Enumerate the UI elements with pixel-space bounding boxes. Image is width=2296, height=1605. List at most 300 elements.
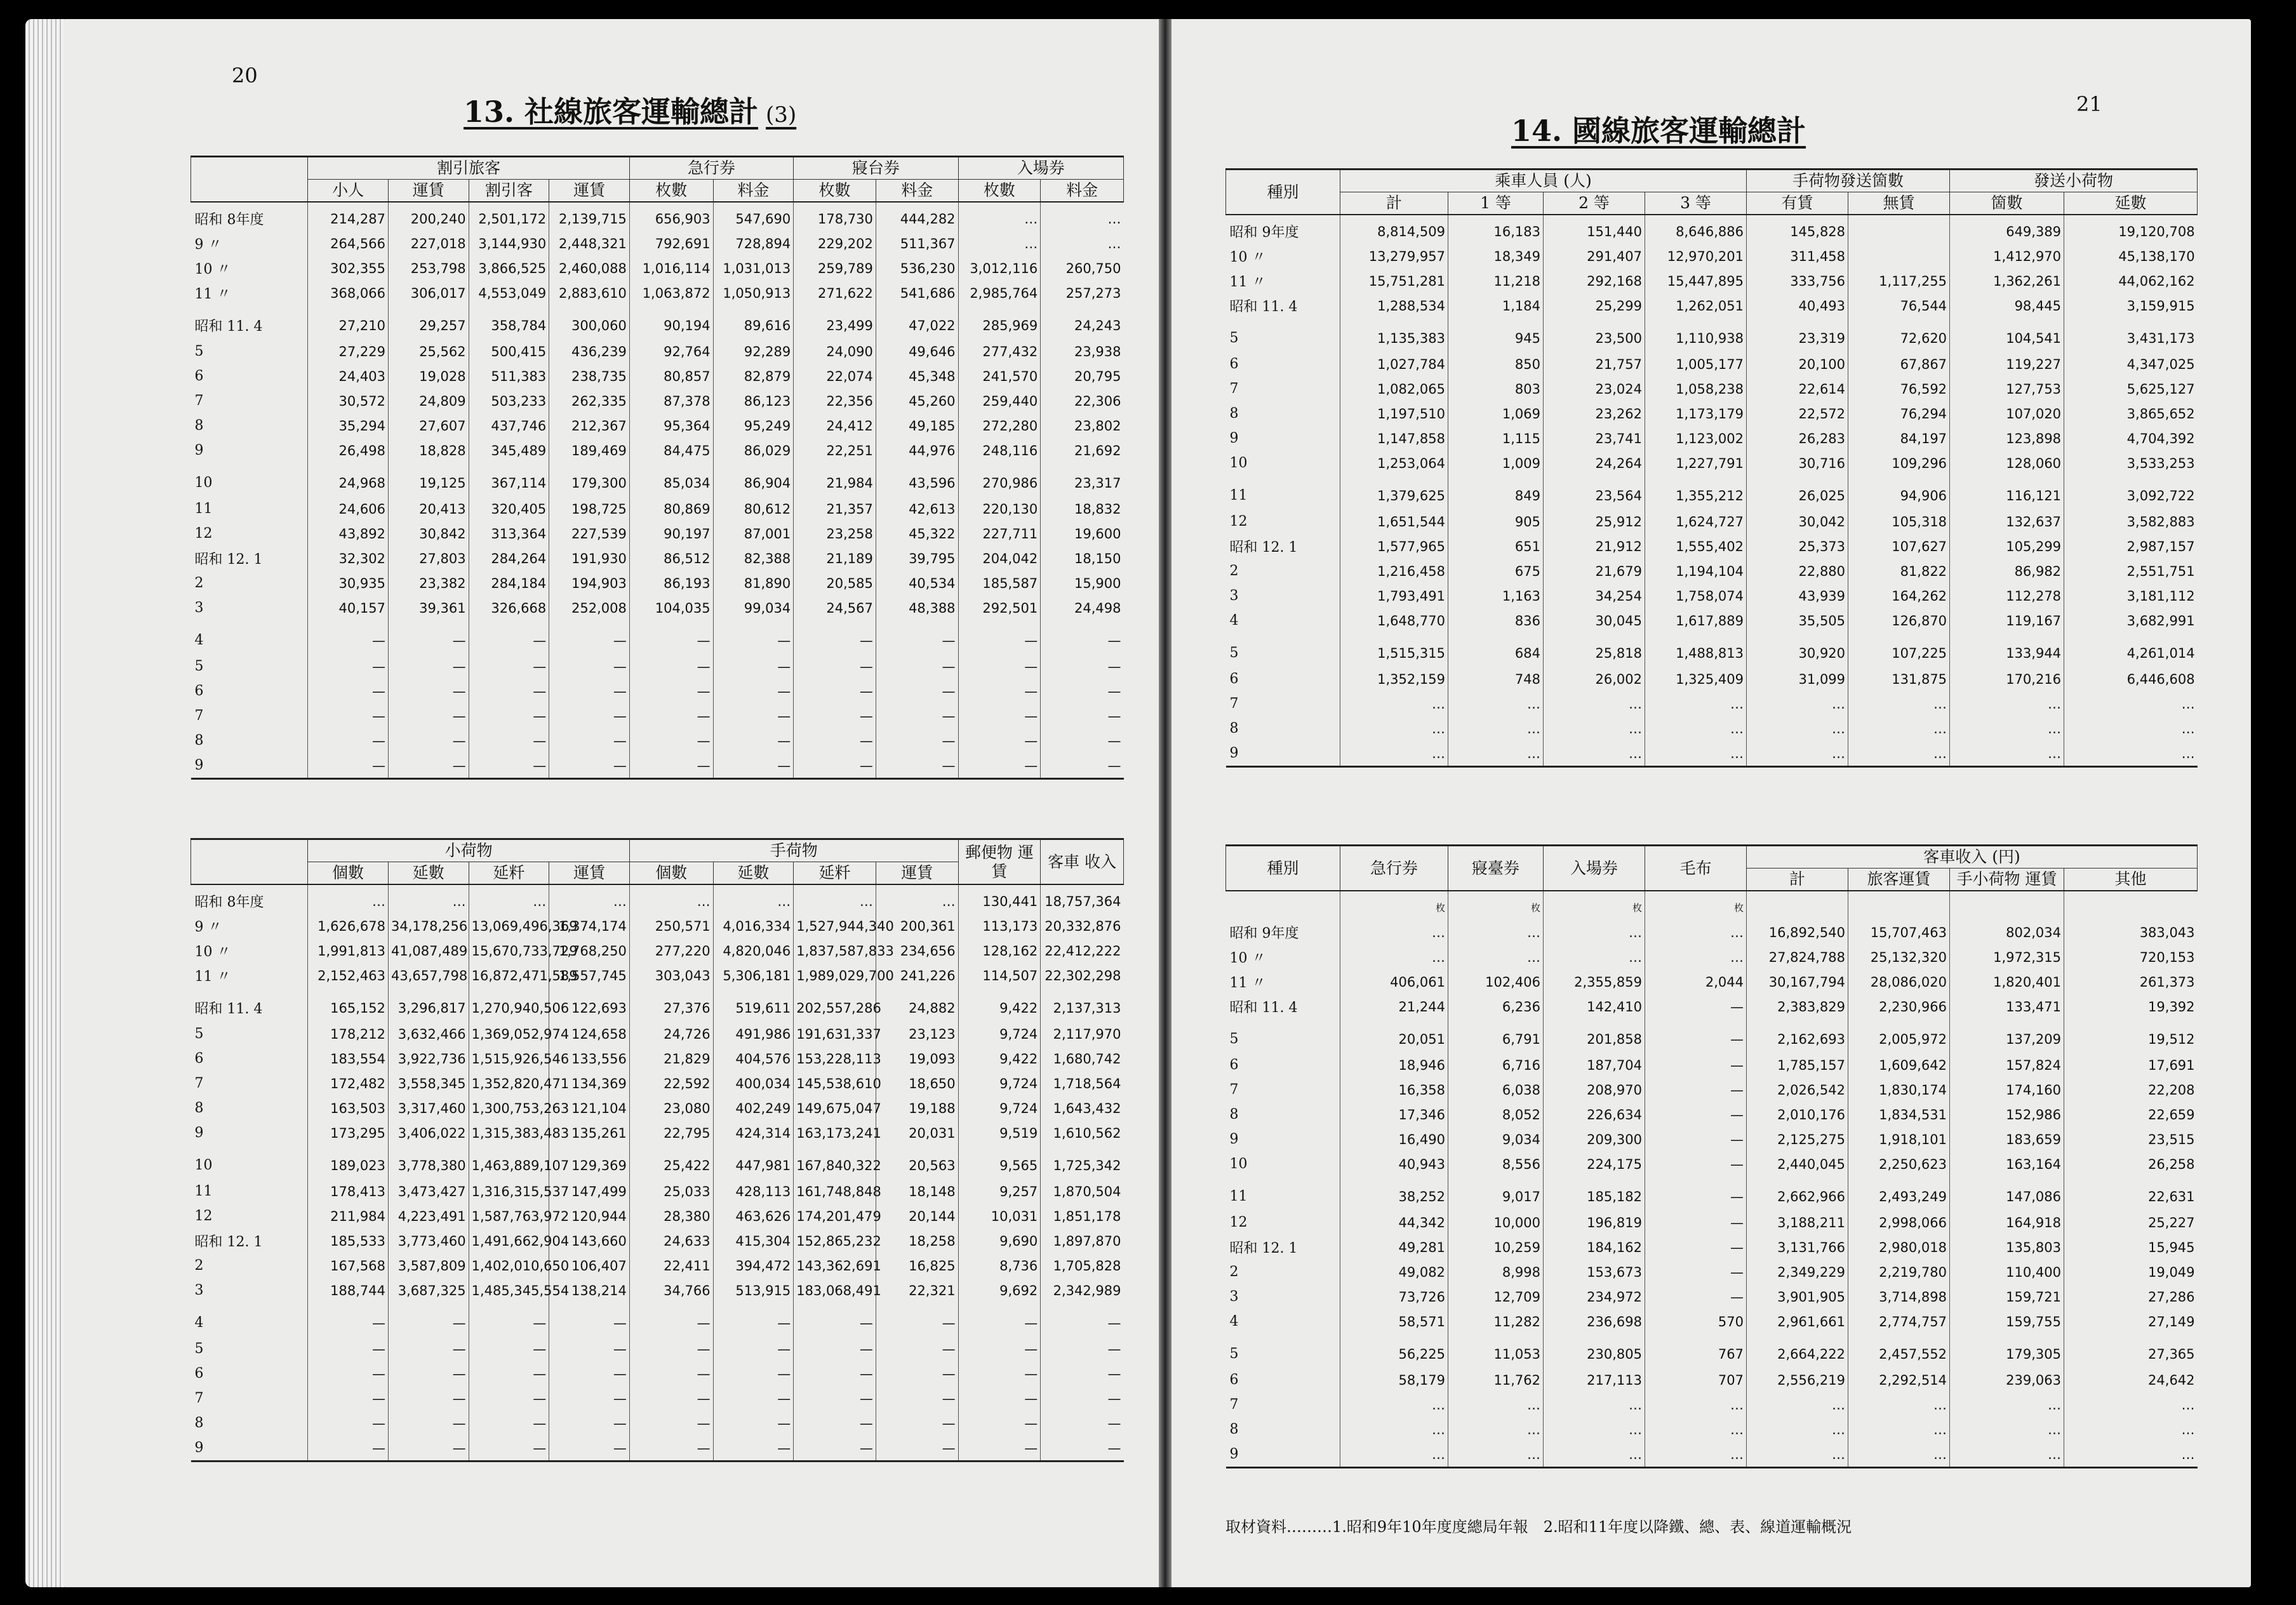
table-cell: — — [389, 703, 469, 728]
table-cell: 1,069 — [1448, 401, 1544, 426]
table-cell: 1,058,238 — [1645, 376, 1747, 401]
table-cell: 23,262 — [1544, 401, 1645, 426]
table-cell: 302,355 — [308, 256, 389, 281]
table-row — [191, 620, 1124, 654]
table-cell: 184,162 — [1544, 1235, 1645, 1260]
table-row — [191, 256, 1124, 281]
table-row — [1226, 1417, 2198, 1442]
table-cell: — — [876, 1435, 958, 1462]
table-cell: 153,228,113 — [794, 1046, 876, 1071]
table-cell: 9,690 — [958, 1229, 1041, 1253]
table-cell: — — [629, 1336, 713, 1361]
table-cell: — — [549, 728, 630, 753]
table-cell: 30,842 — [389, 521, 469, 546]
table-cell: 40,157 — [308, 596, 389, 620]
table-cell: 1,147,858 — [1340, 426, 1448, 451]
table-cell: 220,130 — [958, 496, 1041, 521]
table-cell: 23,080 — [629, 1096, 713, 1121]
table-cell: 22,356 — [794, 389, 876, 413]
table-cell: — — [389, 620, 469, 654]
table-cell: 1,626,678 — [308, 914, 389, 938]
table-cell: 728,894 — [713, 231, 794, 256]
table-cell: 164,262 — [1848, 583, 1950, 608]
table-cell: 3,587,809 — [389, 1253, 469, 1278]
table-cell: … — [1645, 920, 1747, 945]
table-cell: 272,280 — [958, 413, 1041, 438]
table-cell: 23,123 — [876, 1022, 958, 1046]
table-cell: 277,220 — [629, 938, 713, 963]
table-cell: 30,045 — [1544, 608, 1645, 633]
table-cell: 6,716 — [1448, 1053, 1544, 1077]
table-cell: 30,167,794 — [1747, 969, 1848, 994]
table-cell: 159,721 — [1950, 1284, 2064, 1309]
table-cell: 229,202 — [794, 231, 876, 256]
table-cell: 277,432 — [958, 339, 1041, 364]
table-cell: … — [1544, 1392, 1645, 1417]
table-cell: 4,223,491 — [389, 1204, 469, 1229]
table-row — [191, 1253, 1124, 1278]
table-cell: — — [1645, 1210, 1747, 1235]
table-cell: 541,686 — [876, 281, 958, 305]
table-cell: 22,306 — [1041, 389, 1124, 413]
table-cell: … — [1645, 945, 1747, 969]
table-cell: — — [549, 654, 630, 679]
table-cell: 159,755 — [1950, 1309, 2064, 1334]
table-cell: 23,802 — [1041, 413, 1124, 438]
table-cell: 27,229 — [308, 339, 389, 364]
table-cell: … — [1950, 1392, 2064, 1417]
table-cell: 174,160 — [1950, 1077, 2064, 1102]
table-cell: 5,625,127 — [2064, 376, 2198, 401]
table-cell: 234,656 — [876, 938, 958, 963]
table-cell: … — [794, 884, 876, 914]
table-cell: 17,346 — [1340, 1102, 1448, 1127]
table-cell: 226,634 — [1544, 1102, 1645, 1127]
table-cell: … — [1340, 920, 1448, 945]
table-cell: 6,446,608 — [2064, 667, 2198, 691]
table-cell: 198,725 — [549, 496, 630, 521]
table-cell: … — [1645, 716, 1747, 741]
table-cell: 26,025 — [1747, 476, 1848, 509]
table-cell: 1,115 — [1448, 426, 1544, 451]
table-cell: 43,596 — [876, 463, 958, 496]
table-cell: 109,296 — [1848, 451, 1950, 476]
table-cell: — — [549, 679, 630, 703]
table-cell: … — [2064, 1417, 2198, 1442]
table-cell: … — [2064, 741, 2198, 767]
table-row — [191, 1204, 1124, 1229]
table-cell: 151,440 — [1544, 215, 1645, 244]
table-cell: — — [876, 728, 958, 753]
table-cell: — — [469, 679, 549, 703]
table-cell: 1,989,029,700 — [794, 963, 876, 988]
table-cell: 1,325,409 — [1645, 667, 1747, 691]
table-row — [191, 938, 1124, 963]
table-cell: — — [1041, 1336, 1124, 1361]
table-cell: 19,512 — [2064, 1019, 2198, 1053]
table-cell: 1,016,114 — [629, 256, 713, 281]
table-cell: — — [958, 1435, 1041, 1462]
table-row — [191, 1071, 1124, 1096]
table-cell: 21,189 — [794, 546, 876, 571]
table-cell: 43,939 — [1747, 583, 1848, 608]
table-cell: 10,031 — [958, 1204, 1041, 1229]
table-cell: — — [1041, 679, 1124, 703]
table-row — [1226, 509, 2198, 534]
group-header: 急行券 — [629, 157, 793, 180]
table-cell: … — [1448, 1392, 1544, 1417]
table-cell: 684 — [1448, 633, 1544, 667]
table-cell: … — [1448, 741, 1544, 767]
table-cell: — — [958, 620, 1041, 654]
table-cell: … — [1747, 691, 1848, 716]
table-cell: 367,114 — [469, 463, 549, 496]
table-cell: 1,005,177 — [1645, 352, 1747, 376]
row-label: 11 〃 — [194, 286, 231, 302]
table-cell: 23,024 — [1544, 376, 1645, 401]
row-label: 昭和 11. 4 — [194, 319, 263, 335]
row-label: 11 — [1229, 488, 1248, 503]
table-cell: 649,389 — [1950, 215, 2064, 244]
table-cell: 320,405 — [469, 496, 549, 521]
table-cell: 12,709 — [1448, 1284, 1544, 1309]
table-cell: 23,499 — [794, 305, 876, 339]
table-cell: 9,724 — [958, 1071, 1041, 1096]
table-row — [1226, 1260, 2198, 1284]
table-cell: … — [1448, 691, 1544, 716]
table-cell: 1,316,315,537 — [469, 1179, 549, 1204]
table-row — [1226, 1176, 2198, 1210]
table-cell: — — [876, 753, 958, 779]
unit-mark: 枚 — [1544, 891, 1645, 920]
table-cell: — — [308, 1435, 389, 1462]
table-cell: 1,163 — [1448, 583, 1544, 608]
row-label: 10 — [1229, 1156, 1248, 1172]
table-cell: 1,725,342 — [1041, 1145, 1124, 1179]
table-cell: 129,369 — [549, 1145, 630, 1179]
table-cell: 253,798 — [389, 256, 469, 281]
row-label: 3 — [194, 600, 204, 616]
table-cell: 1,463,889,107 — [469, 1145, 549, 1179]
table-row — [1226, 1152, 2198, 1176]
title-text: 13. 社線旅客運輸總計 — [464, 95, 759, 129]
table-cell: 200,240 — [389, 202, 469, 231]
table-cell: … — [713, 884, 794, 914]
table-cell: 42,613 — [876, 496, 958, 521]
table-row — [191, 884, 1124, 914]
table-cell: 22,614 — [1747, 376, 1848, 401]
table-cell: — — [958, 728, 1041, 753]
table-cell: — — [629, 1411, 713, 1435]
table-row — [1226, 583, 2198, 608]
table-cell: 849 — [1448, 476, 1544, 509]
table-cell: 4,261,014 — [2064, 633, 2198, 667]
table-cell: 21,912 — [1544, 534, 1645, 559]
table-cell: 238,735 — [549, 364, 630, 389]
table-cell: … — [1950, 1442, 2064, 1468]
table-cell: 24,090 — [794, 339, 876, 364]
table-cell: 217,113 — [1544, 1368, 1645, 1392]
table-cell: — — [469, 1336, 549, 1361]
table-cell: — — [1041, 1386, 1124, 1411]
table-cell: 188,744 — [308, 1278, 389, 1303]
column-header: 其他 — [2064, 869, 2198, 891]
table-cell: 48,388 — [876, 596, 958, 620]
row-label: 7 — [1229, 1082, 1239, 1098]
table-cell: 204,042 — [958, 546, 1041, 571]
table-cell: 110,400 — [1950, 1260, 2064, 1284]
table-cell: 1,027,784 — [1340, 352, 1448, 376]
table-cell: … — [1747, 1392, 1848, 1417]
table-cell: 98,445 — [1950, 293, 2064, 318]
table-cell: … — [1340, 716, 1448, 741]
table-cell: 9,017 — [1448, 1176, 1544, 1210]
row-label: 昭和 11. 4 — [1229, 299, 1298, 315]
table-cell: 120,944 — [549, 1204, 630, 1229]
row-label: 8 — [194, 418, 204, 434]
table-cell: 76,544 — [1848, 293, 1950, 318]
table-cell: 22,880 — [1747, 559, 1848, 583]
table-cell: — — [1645, 1053, 1747, 1077]
table-row — [191, 1046, 1124, 1071]
table-cell: … — [1448, 945, 1544, 969]
table-cell: 24,403 — [308, 364, 389, 389]
table-cell: 292,501 — [958, 596, 1041, 620]
table-cell: 519,611 — [713, 988, 794, 1022]
table-cell: 22,411 — [629, 1253, 713, 1278]
table-cell: 945 — [1448, 318, 1544, 352]
row-label: 7 — [1229, 381, 1239, 397]
table-cell: 183,068,491 — [794, 1278, 876, 1303]
table-cell: 95,249 — [713, 413, 794, 438]
table-cell: 20,413 — [389, 496, 469, 521]
table-cell: 3,092,722 — [2064, 476, 2198, 509]
row-label: 5 — [1229, 645, 1239, 661]
table-cell: 202,557,286 — [794, 988, 876, 1022]
table-cell: 58,179 — [1340, 1368, 1448, 1392]
table-cell: — — [308, 679, 389, 703]
table-cell: 547,690 — [713, 202, 794, 231]
table-cell: 153,673 — [1544, 1260, 1645, 1284]
table-cell: 81,822 — [1848, 559, 1950, 583]
table-row — [191, 1278, 1124, 1303]
tall-header: 入場券 — [1544, 846, 1645, 891]
row-label: 4 — [1229, 613, 1239, 629]
table-cell: 22,302,298 — [1041, 963, 1124, 988]
row-label: 5 — [1229, 1346, 1239, 1362]
table-cell: 8,736 — [958, 1253, 1041, 1278]
table-row — [1226, 352, 2198, 376]
table-cell: 2,662,966 — [1747, 1176, 1848, 1210]
table-cell: — — [1645, 1127, 1747, 1152]
table-row — [191, 281, 1124, 305]
table-cell: 147,086 — [1950, 1176, 2064, 1210]
table-cell: … — [1340, 691, 1448, 716]
table-cell: — — [1645, 1260, 1747, 1284]
table-cell: 21,829 — [629, 1046, 713, 1071]
table-cell: 23,741 — [1544, 426, 1645, 451]
table-cell: 792,691 — [629, 231, 713, 256]
table-cell: 250,571 — [629, 914, 713, 938]
table-cell: 87,378 — [629, 389, 713, 413]
passenger-revenue-table — [1225, 844, 2198, 1468]
table-cell: 134,369 — [549, 1071, 630, 1096]
table-cell: 43,657,798 — [389, 963, 469, 988]
table-cell: 23,319 — [1747, 318, 1848, 352]
table-cell: — — [958, 753, 1041, 779]
table-cell: 24,809 — [389, 389, 469, 413]
table-cell: … — [1544, 741, 1645, 767]
table-cell: — — [958, 654, 1041, 679]
book-gutter — [1159, 19, 1171, 1587]
row-label: 2 — [1229, 1264, 1239, 1280]
table-cell: 2,139,715 — [549, 202, 630, 231]
table-cell: 415,304 — [713, 1229, 794, 1253]
table-cell: 23,564 — [1544, 476, 1645, 509]
table-cell: … — [1848, 1417, 1950, 1442]
table-cell: 18,828 — [389, 438, 469, 463]
table-row — [191, 1145, 1124, 1179]
table-cell: 300,060 — [549, 305, 630, 339]
table-row — [1226, 476, 2198, 509]
row-label: 8 — [194, 733, 204, 749]
row-label: 5 — [1229, 330, 1239, 346]
table-cell: 1,300,753,263 — [469, 1096, 549, 1121]
table-cell: 137,209 — [1950, 1019, 2064, 1053]
table-cell: — — [958, 1386, 1041, 1411]
table-row — [1226, 716, 2198, 741]
row-label: 9 — [1229, 745, 1239, 761]
table-cell: — — [1645, 1176, 1747, 1210]
table-cell: 6,791 — [1448, 1019, 1544, 1053]
table-cell: 200,361 — [876, 914, 958, 938]
table-cell: 675 — [1448, 559, 1544, 583]
table-cell: 1,352,159 — [1340, 667, 1448, 691]
table-row — [191, 1229, 1124, 1253]
table-cell: 2,010,176 — [1747, 1102, 1848, 1127]
table-row — [191, 202, 1124, 231]
table-cell: 2,551,751 — [2064, 559, 2198, 583]
table-cell: 1,610,562 — [1041, 1121, 1124, 1145]
table-cell: 1,063,872 — [629, 281, 713, 305]
table-cell: — — [549, 1336, 630, 1361]
column-header: 枚數 — [958, 180, 1041, 203]
table-cell: … — [389, 884, 469, 914]
table-cell: 2,501,172 — [469, 202, 549, 231]
row-label — [1226, 891, 1340, 920]
table-cell: … — [2064, 1392, 2198, 1417]
table-row — [1226, 667, 2198, 691]
row-label: 12 — [194, 526, 213, 542]
table-cell: 2,162,693 — [1747, 1019, 1848, 1053]
table-cell: — — [713, 679, 794, 703]
table-cell: … — [308, 884, 389, 914]
table-cell: 2,460,088 — [549, 256, 630, 281]
table-cell: 404,576 — [713, 1046, 794, 1071]
table-cell: 92,764 — [629, 339, 713, 364]
table-cell: 38,252 — [1340, 1176, 1448, 1210]
table-cell: 9,724 — [958, 1022, 1041, 1046]
table-row — [191, 1303, 1124, 1336]
table-cell: 1,355,212 — [1645, 476, 1747, 509]
table-cell: 152,865,232 — [794, 1229, 876, 1253]
table-cell: 1,352,820,471 — [469, 1071, 549, 1096]
page-title: 14. 國線旅客運輸總計 — [1511, 114, 1806, 148]
table-cell: 2,250,623 — [1848, 1152, 1950, 1176]
table-cell: 13,069,496,369 — [469, 914, 549, 938]
table-cell: 80,857 — [629, 364, 713, 389]
table-cell: — — [549, 620, 630, 654]
table-row — [1226, 1102, 2198, 1127]
table-cell: 285,969 — [958, 305, 1041, 339]
table-cell: 3,714,898 — [1848, 1284, 1950, 1309]
table-cell: 2,383,829 — [1747, 994, 1848, 1019]
table-cell — [1848, 215, 1950, 244]
table-cell: 1,288,534 — [1340, 293, 1448, 318]
table-cell: 56,225 — [1340, 1334, 1448, 1368]
table-cell: 905 — [1448, 509, 1544, 534]
row-label: 8 — [1229, 1422, 1239, 1437]
unit-mark: 枚 — [1645, 891, 1747, 920]
row-label: 昭和 8年度 — [194, 895, 264, 910]
row-label: 2 — [194, 575, 204, 591]
table-cell: 394,472 — [713, 1253, 794, 1278]
table-row — [1226, 401, 2198, 426]
table-cell: 34,766 — [629, 1278, 713, 1303]
table-cell: — — [469, 728, 549, 753]
table-cell: 49,185 — [876, 413, 958, 438]
table-cell: … — [1544, 920, 1645, 945]
table-cell: 1,216,458 — [1340, 559, 1448, 583]
corner-header — [191, 839, 308, 885]
table-cell: 1,834,531 — [1848, 1102, 1950, 1127]
table-cell: 11,218 — [1448, 269, 1544, 293]
table-cell: — — [876, 1386, 958, 1411]
table-cell: 23,258 — [794, 521, 876, 546]
table-cell: — — [958, 1411, 1041, 1435]
tall-header: 客車 收入 — [1041, 839, 1124, 885]
table-cell: — — [1645, 1077, 1747, 1102]
table-cell: 26,258 — [2064, 1152, 2198, 1176]
table-cell: 95,364 — [629, 413, 713, 438]
table-cell: 303,043 — [629, 963, 713, 988]
table-cell: — — [389, 1386, 469, 1411]
table-cell: 15,447,895 — [1645, 269, 1747, 293]
table-cell: 107,627 — [1848, 534, 1950, 559]
table-cell: 292,168 — [1544, 269, 1645, 293]
table-cell: … — [1747, 741, 1848, 767]
table-cell: 2,448,321 — [549, 231, 630, 256]
row-label: 8 — [1229, 1107, 1239, 1122]
table-cell: 122,693 — [549, 988, 630, 1022]
table-row — [1226, 994, 2198, 1019]
table-cell: 1,315,383,483 — [469, 1121, 549, 1145]
table-cell: — — [549, 1361, 630, 1386]
table-cell: 18,349 — [1448, 244, 1544, 269]
row-label: 昭和 12. 1 — [1229, 540, 1298, 556]
table-row — [191, 1336, 1124, 1361]
table-cell: 16,183 — [1448, 215, 1544, 244]
table-cell: 259,789 — [794, 256, 876, 281]
table-cell: 82,388 — [713, 546, 794, 571]
table-cell: 333,756 — [1747, 269, 1848, 293]
table-cell: 9,257 — [958, 1179, 1041, 1204]
row-label: 6 — [194, 683, 204, 699]
table-cell: 3,296,817 — [389, 988, 469, 1022]
table-cell: 25,132,320 — [1848, 945, 1950, 969]
table-cell: 94,906 — [1848, 476, 1950, 509]
table-cell: 22,795 — [629, 1121, 713, 1145]
